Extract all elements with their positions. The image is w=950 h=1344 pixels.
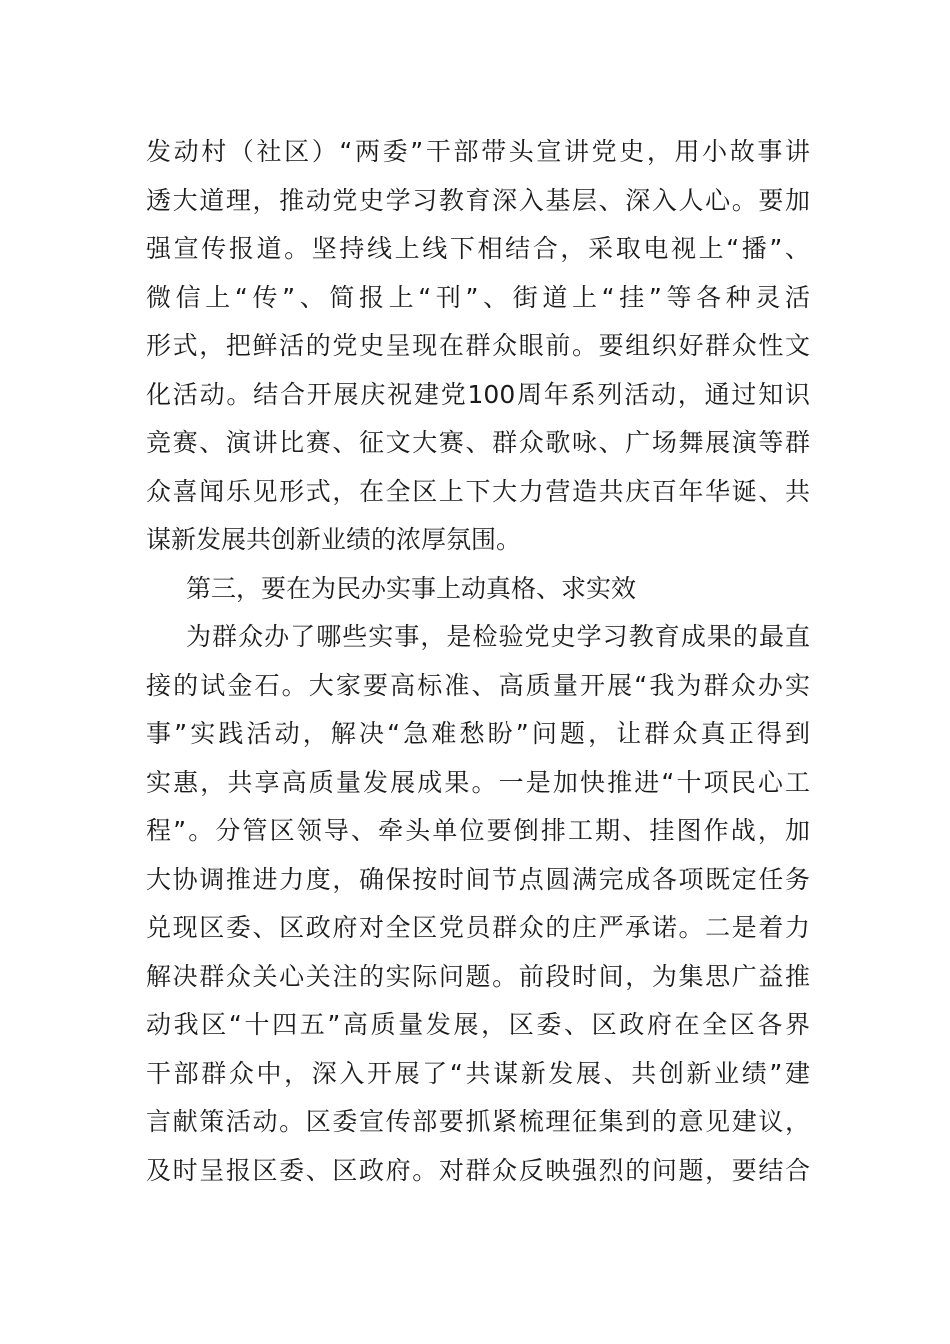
section-heading: 第三，要在为民办实事上动真格、求实效 <box>186 573 637 603</box>
text-line: 化活动。结合开展庆祝建党100周年系列活动，通过知识 <box>146 379 810 409</box>
text-line: 微信上“传”、简报上“刊”、街道上“挂”等各种灵活 <box>146 282 810 312</box>
text-line: 及时呈报区委、区政府。对群众反映强烈的问题，要结合 <box>146 1155 810 1185</box>
text-line: 竞赛、演讲比赛、征文大赛、群众歌咏、广场舞展演等群 <box>146 428 810 457</box>
text-line: 形式，把鲜活的党史呈现在群众眼前。要组织好群众性文 <box>146 331 810 360</box>
text-line: 大协调推进力度，确保按时间节点圆满完成各项既定任务 <box>146 864 810 894</box>
text-line: 解决群众关心关注的实际问题。前段时间，为集思广益推 <box>146 961 810 991</box>
text-line: 程”。分管区领导、牵头单位要倒排工期、挂图作战，加 <box>146 816 810 845</box>
text-line: 言献策活动。区委宣传部要抓紧梳理征集到的意见建议， <box>146 1107 810 1136</box>
document-body <box>146 128 810 1195</box>
text-line: 实惠，共享高质量发展成果。一是加快推进“十项民心工 <box>146 767 810 797</box>
text-line: 动我区“十四五”高质量发展，区委、区政府在全区各界 <box>146 1010 810 1039</box>
text-line: 兑现区委、区政府对全区党员群众的庄严承诺。二是着力 <box>146 913 810 942</box>
text-line: 干部群众中，深入开展了“共谋新发展、共创新业绩”建 <box>146 1058 810 1088</box>
text-line: 众喜闻乐见形式，在全区上下大力营造共庆百年华诞、共 <box>146 476 810 506</box>
text-line: 透大道理，推动党史学习教育深入基层、深入人心。要加 <box>146 185 810 215</box>
text-line: 为群众办了哪些实事，是检验党史学习教育成果的最直 <box>186 622 810 651</box>
text-line: 强宣传报道。坚持线上线下相结合，采取电视上“播”、 <box>146 234 810 263</box>
text-line: 发动村（社区）“两委”干部带头宣讲党史，用小故事讲 <box>146 137 810 166</box>
text-line: 事”实践活动，解决“急难愁盼”问题，让群众真正得到 <box>146 719 810 748</box>
text-line: 谋新发展共创新业绩的浓厚氛围。 <box>146 525 522 554</box>
text-line: 接的试金石。大家要高标准、高质量开展“我为群众办实 <box>146 670 810 700</box>
